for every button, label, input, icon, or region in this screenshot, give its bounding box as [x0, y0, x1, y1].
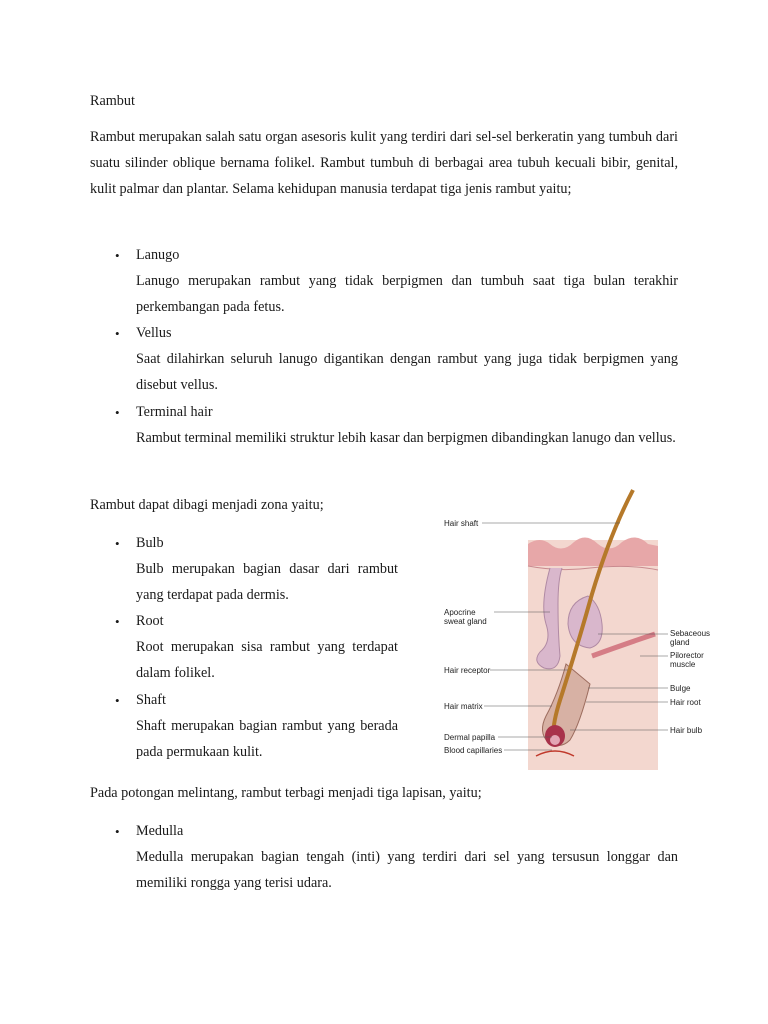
label-apocrine-2: sweat gland [444, 617, 487, 626]
label-dermal-papilla: Dermal papilla [444, 733, 496, 742]
label-sebaceous-1: Sebaceous [670, 629, 711, 638]
dermal-papilla-shape [550, 735, 560, 745]
zone-desc-bulb: Bulb merupakan bagian dasar dari rambut yang terdapat pada dermis. [136, 561, 398, 603]
type-desc-vellus: Saat dilahirkan seluruh lanugo digantikan dengan rambut yang juga tidak berpigmen yang disebut vellus. [136, 351, 678, 393]
label-apocrine-1: Apocrine [444, 608, 476, 617]
label-blood-capillaries: Blood capillaries [444, 746, 503, 755]
label-bulge: Bulge [670, 684, 691, 693]
page-title: Rambut [90, 93, 135, 109]
bullet-lanugo: • [115, 248, 120, 263]
zone-desc-shaft: Shaft merupakan bagian rambut yang berada pada permukaan kulit. [136, 718, 398, 760]
label-hair-shaft: Hair shaft [444, 519, 479, 528]
type-heading-terminal: Terminal hair [136, 404, 213, 420]
zone-heading-root: Root [136, 613, 164, 629]
type-desc-terminal: Rambut terminal memiliki struktur lebih kasar dan berpigmen dibandingkan lanugo dan vellus. [136, 430, 676, 446]
type-heading-vellus: Vellus [136, 325, 172, 341]
label-pilorector-2: muscle [670, 660, 696, 669]
hair-follicle-diagram [440, 484, 720, 774]
zones-intro: Rambut dapat dibagi menjadi zona yaitu; [90, 497, 324, 513]
label-hair-receptor: Hair receptor [444, 666, 491, 675]
label-sebaceous-2: gland [670, 638, 690, 647]
label-hair-root: Hair root [670, 698, 701, 707]
bullet-root: • [115, 614, 120, 629]
label-hair-matrix: Hair matrix [444, 702, 483, 711]
zone-heading-bulb: Bulb [136, 535, 164, 551]
type-heading-lanugo: Lanugo [136, 247, 180, 263]
layer-heading-medulla: Medulla [136, 823, 184, 839]
bullet-vellus: • [115, 326, 120, 341]
bullet-bulb: • [115, 536, 120, 551]
zone-heading-shaft: Shaft [136, 692, 166, 708]
label-pilorector-1: Pilorector [670, 651, 704, 660]
layers-intro: Pada potongan melintang, rambut terbagi menjadi tiga lapisan, yaitu; [90, 785, 482, 801]
intro-paragraph: Rambut merupakan salah satu organ asesoris kulit yang terdiri dari sel-sel berkeratin yang tumbuh dari suatu silinder oblique bernama folikel. Rambut tumbuh di berbagai area tubuh kecuali bibir, genital, kulit palmar dan plantar. Selama kehidupan manusia terdapat tiga jenis rambut yaitu; [90, 129, 678, 197]
layer-desc-medulla: Medulla merupakan bagian tengah (inti) yang terdiri dari sel yang tersusun longgar dan memiliki rongga yang terisi udara. [136, 849, 678, 891]
bullet-terminal: • [115, 405, 120, 420]
label-hair-bulb: Hair bulb [670, 726, 703, 735]
type-desc-lanugo: Lanugo merupakan rambut yang tidak berpigmen dan tumbuh saat tiga bulan terakhir perkembangan pada fetus. [136, 273, 678, 315]
bullet-shaft: • [115, 693, 120, 708]
zone-desc-root: Root merupakan sisa rambut yang terdapat dalam folikel. [136, 639, 398, 681]
bullet-medulla: • [115, 824, 120, 839]
